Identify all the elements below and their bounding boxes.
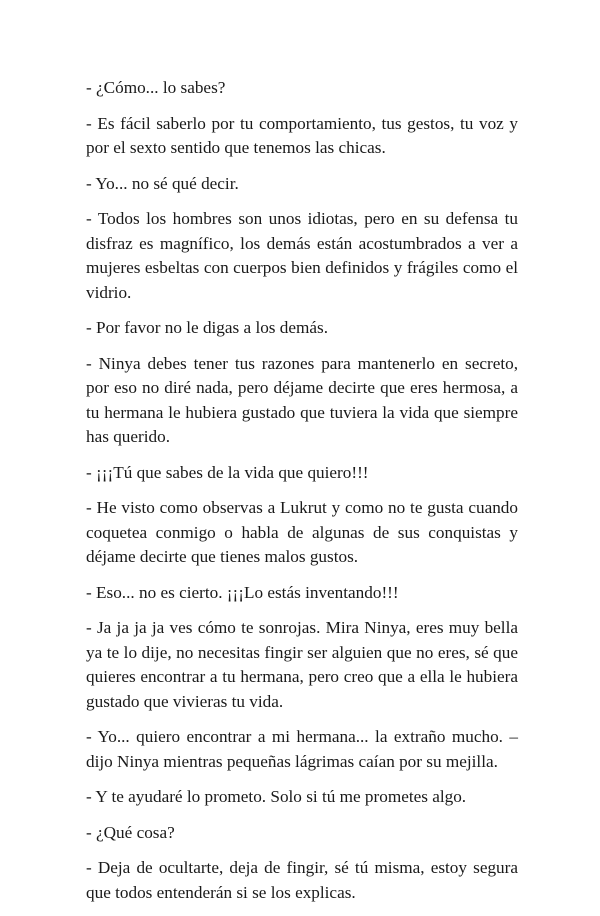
- paragraph-6: - Ninya debes tener tus razones para mantenerlo en secreto, por eso no diré nada, pero déjame decirte que eres hermosa, a tu hermana le hubiera gustado que tuviera la vida que siempre has querido.: [86, 353, 518, 446]
- paragraph-10: - Ja ja ja ja ves cómo te sonrojas. Mira Ninya, eres muy bella ya te lo dije, no necesitas fingir ser alguien que no eres, sé que quieres encontrar a tu hermana, pero creo que a ella le hubiera gustado que vivieras tu vida.: [86, 618, 518, 711]
- paragraph-12: - Y te ayudaré lo prometo. Solo si tú me prometes algo.: [86, 787, 467, 806]
- paragraph-9: - Eso... no es cierto. ¡¡¡Lo estás inventando!!!: [86, 582, 399, 602]
- paragraph-14: - Deja de ocultarte, deja de fingir, sé tú misma, estoy segura que todos entenderán si se los explicas.: [86, 858, 518, 902]
- paragraph-3: - Yo... no sé qué decir.: [86, 173, 239, 193]
- paragraph-5: - Por favor no le digas a los demás.: [86, 318, 329, 337]
- paragraph-4: - Todos los hombres son unos idiotas, pero en su defensa tu disfraz es magnífico, los demás están acostumbrados a ver a mujeres esbeltas con cuerpos bien definidos y frágiles como el vidrio.: [86, 209, 518, 302]
- paragraph-1: - ¿Cómo... lo sabes?: [86, 78, 226, 97]
- paragraph-2: - Es fácil saberlo por tu comportamiento, tus gestos, tu voz y por el sexto sentido que tenemos las chicas.: [86, 113, 518, 157]
- paragraph-7: - ¡¡¡Tú que sabes de la vida que quiero!!!: [86, 462, 369, 482]
- document-page: [86, 76, 518, 916]
- paragraph-13: - ¿Qué cosa?: [86, 822, 175, 842]
- paragraph-11: - Yo... quiero encontrar a mi hermana... la extraño mucho. – dijo Ninya mientras pequeñas lágrimas caían por su mejilla.: [86, 727, 518, 771]
- paragraph-8: - He visto como observas a Lukrut y como no te gusta cuando coquetea conmigo o habla de algunas de sus conquistas y déjame decirte que tienes malos gustos.: [86, 498, 518, 566]
